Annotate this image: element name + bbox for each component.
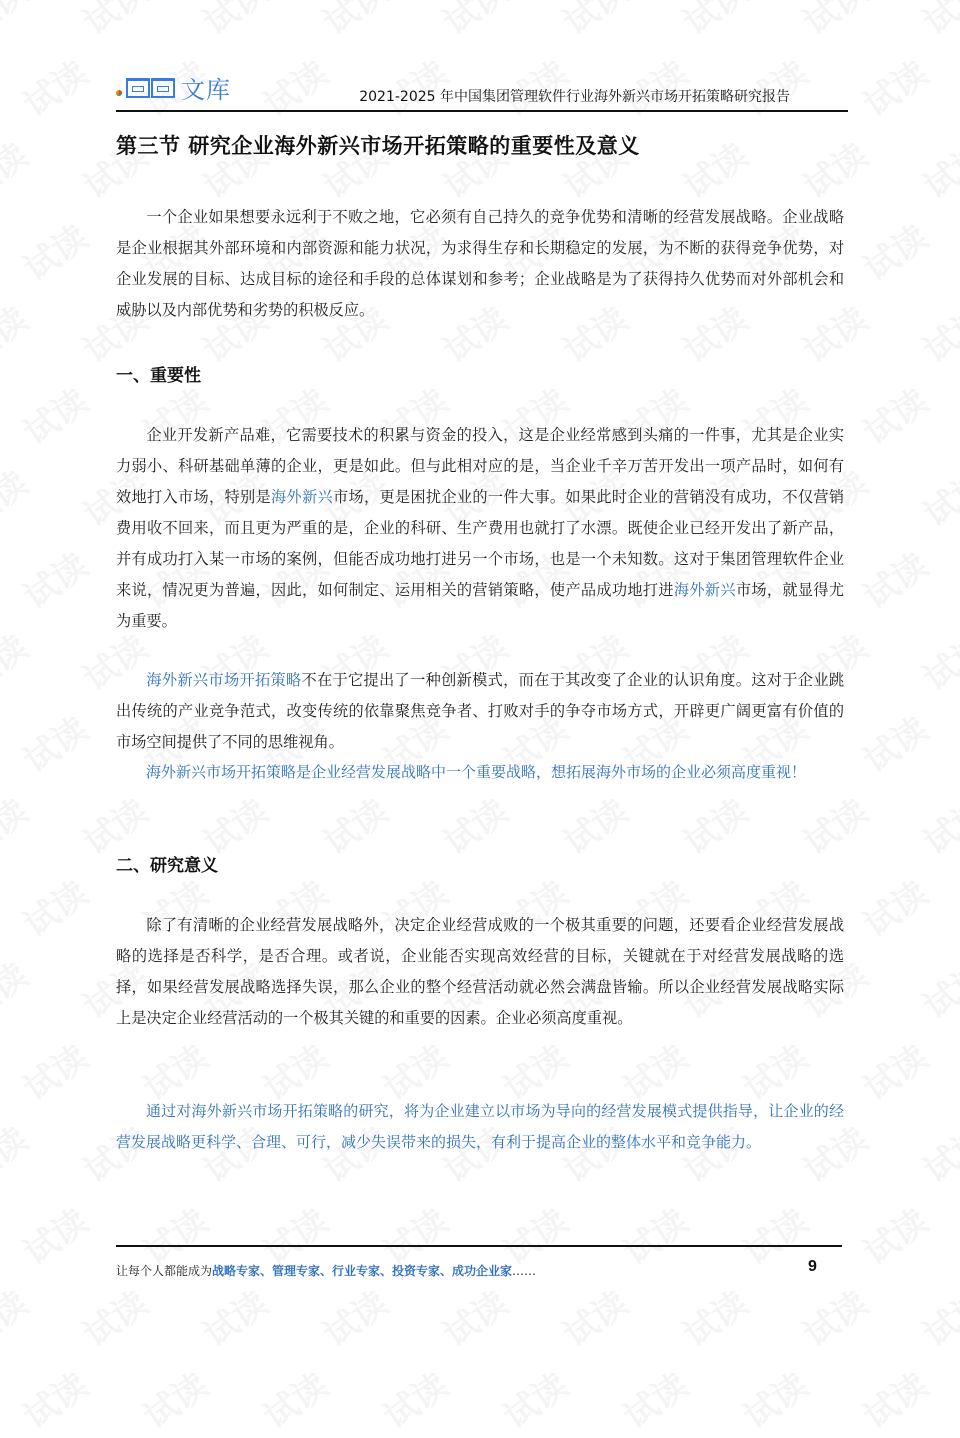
heading-significance: 二、研究意义 (116, 856, 218, 876)
importance-paragraph-2 (116, 665, 844, 758)
watermark-text (732, 1359, 816, 1438)
text-segment: 市场，更是困扰企业的一件大事。如果此时企业的营销没有成功，不仅营销费用收不回来，而且更为严重的是，企业的科研、生产费用也就打了水漂。既使企业已经开发出了新产品，并有成功打入某一市场的案例，但能否成功地打进另一个市场，也是一个未知数。这对于集团管理软件企业来说，情况更为普遍，因此，如何制定、运用相关的营销策略，使产品成功地打进 (116, 488, 845, 599)
watermark-text (852, 1359, 936, 1438)
significance-paragraph-2: 通过对海外新兴市场开拓策略的研究，将为企业建立以市场为导向的经营发展模式提供指导，让企业的经营发展战略更科学、合理、可行，减少失误带来的损失，有利于提高企业的整体水平和竞争能力。 (116, 1102, 844, 1151)
footer-slogan (116, 1262, 536, 1279)
importance-paragraph-3: 海外新兴市场开拓策略是企业经营发展战略中一个重要战略，想拓展海外市场的企业必须高度重视！ (146, 763, 807, 781)
page-header (116, 66, 848, 112)
logo (116, 70, 231, 105)
intro-paragraph: 一个企业如果想要永远利于不败之地，它必须有自己持久的竞争优势和清晰的经营发展战略。企业战略是企业根据其外部环境和内部资源和能力状况，为求得生存和长期稳定的发展，为不断的获得竞争优势，对企业发展的目标、达成目标的途径和手段的总体谋划和参考；企业战略是为了获得持久优势而对外部机会和威胁以及内部优势和劣势的积极反应。 (116, 208, 844, 319)
report-title: 2021-2025 年中国集团管理软件行业海外新兴市场开拓策略研究报告 (359, 89, 790, 105)
text-segment: 企业开发新产品难，它需要技术的积累与资金的投入，这是企业经常感到头痛的一件事，尤其是企业实力弱小、科研基础单薄的企业，更是如此。但与此相对应的是，当企业千辛万苦开发出一项产品时，如何有效地打入市场，特别是 (116, 426, 844, 506)
logo-text: 文库 (181, 76, 231, 104)
slogan-suffix: …… (512, 1264, 537, 1278)
text-segment: 市场，就显得尤为重要。 (116, 581, 845, 630)
significance-paragraph-1: 除了有清晰的企业经营发展战略外，决定企业经营成败的一个极其重要的问题，还要看企业经营发展战略的选择是否科学，是否合理。或者说，企业能否实现高效经营的目标，关键就在于对经营发展战略的选择，如果经营发展战略选择失误，那么企业的整个经营活动就必然会满盘皆输。所以企业经营发展战略实际上是决定企业经营活动的一个极其关键的和重要的因素。企业必须高度重视。 (116, 916, 844, 1027)
slogan-highlight: 战略专家、管理专家、行业专家、投资专家、成功企业家 (212, 1264, 513, 1278)
watermark-text (492, 1359, 576, 1438)
highlight-strategy: 海外新兴市场开拓策略 (146, 671, 302, 689)
highlight-overseas-emerging: 海外新兴 (270, 488, 333, 506)
watermark-text (372, 1359, 456, 1438)
logo-mark-icon (126, 78, 175, 98)
logo-dot-icon (116, 90, 122, 96)
text-segment: 不在于它提出了一种创新模式，而在于其改变了企业的认识角度。这对于企业跳出传统的产业竞争范式，改变传统的依靠聚焦竞争者、打败对手的争夺市场方式，开辟更广阔更富有价值的市场空间提供了不同的思维视角。 (116, 671, 845, 751)
watermark-text (12, 1359, 96, 1438)
importance-paragraph-1 (116, 420, 844, 637)
footer-divider (116, 1245, 842, 1247)
watermark-text (612, 1359, 696, 1438)
heading-importance: 一、重要性 (116, 366, 201, 386)
highlight-overseas-emerging: 海外新兴 (673, 581, 736, 599)
watermark-text (132, 1359, 216, 1438)
watermark-text (252, 1359, 336, 1438)
page-number: 9 (808, 1258, 817, 1275)
section-title: 第三节 研究企业海外新兴市场开拓策略的重要性及意义 (116, 134, 640, 158)
slogan-prefix: 让每个人都能成为 (116, 1264, 213, 1278)
